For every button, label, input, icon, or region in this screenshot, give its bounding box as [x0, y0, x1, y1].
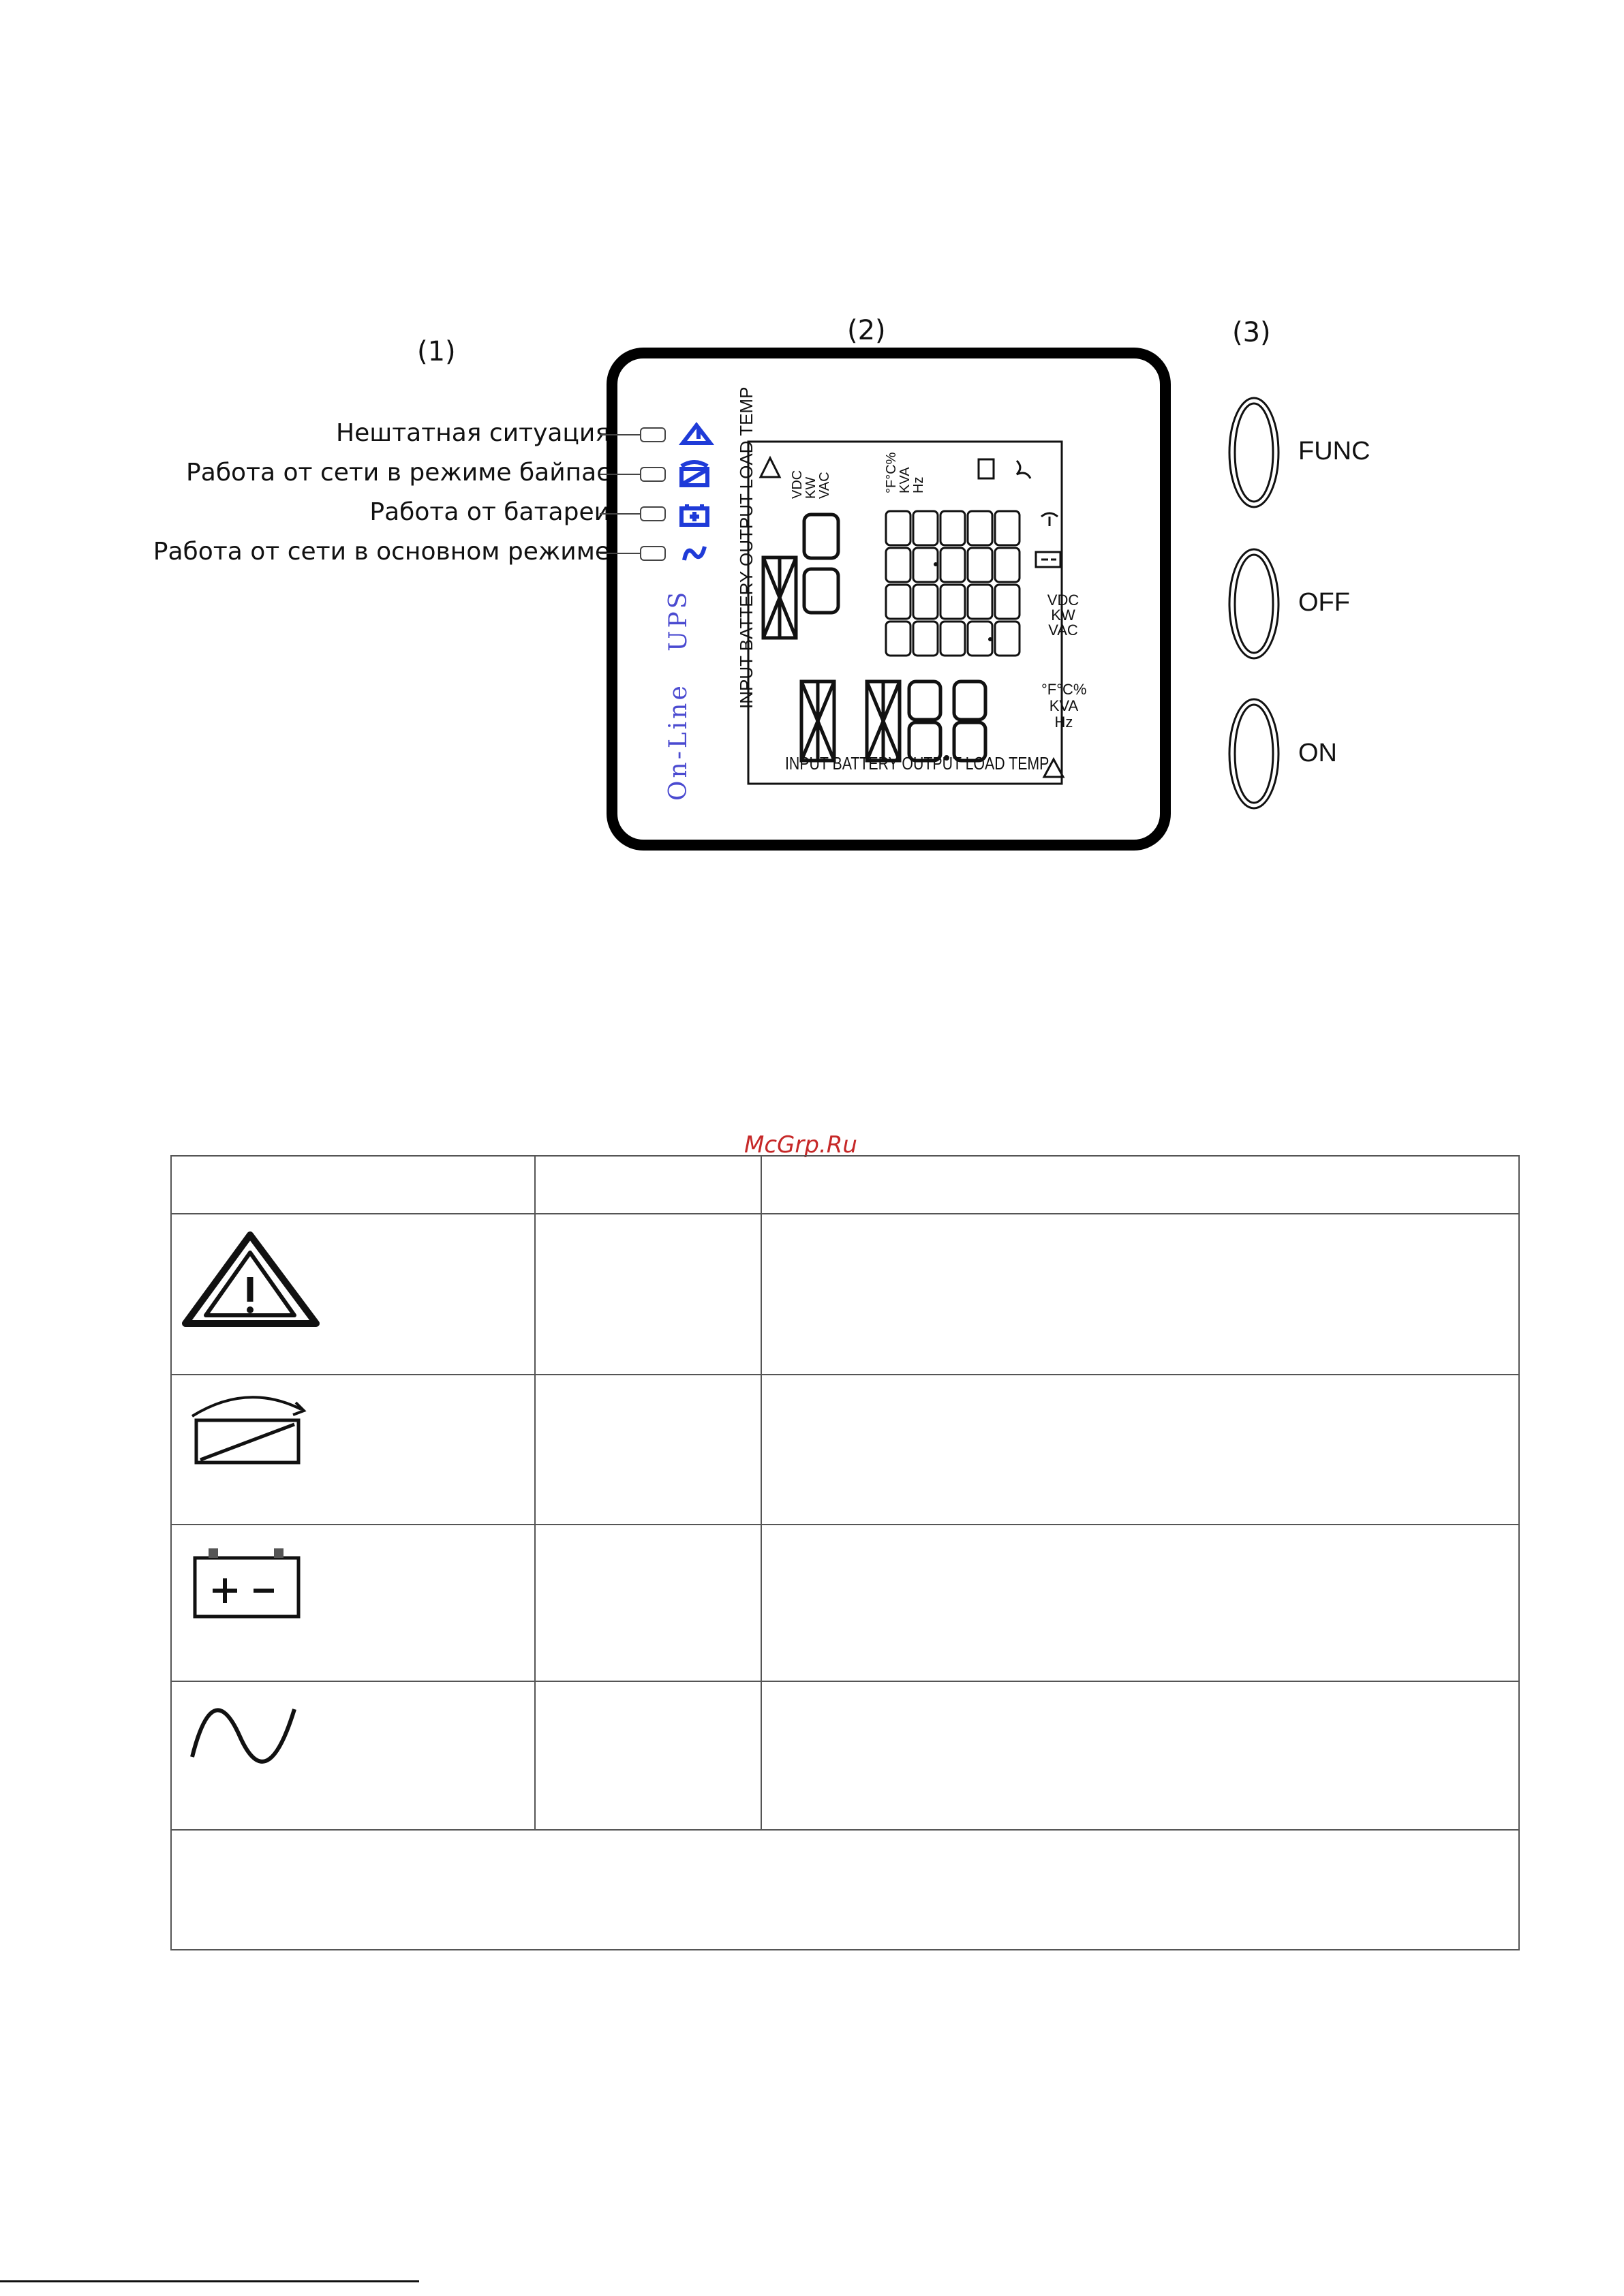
on-button-label[interactable]: ON [1298, 739, 1337, 767]
indicator-label-line: Работа от сети в основном режиме [153, 538, 610, 566]
buttons-drawing [1224, 388, 1285, 825]
table-row [171, 1681, 1519, 1830]
off-button-shape[interactable] [1229, 549, 1278, 658]
func-button-label[interactable]: FUNC [1298, 437, 1370, 465]
table-cell [535, 1375, 761, 1525]
table-footer-cell [171, 1830, 1519, 1950]
footnote-rule [0, 2280, 419, 2282]
table-cell [761, 1525, 1519, 1681]
header-cell [761, 1156, 1519, 1214]
lcd-right-units-2: °F°C% KVA Hz [1041, 681, 1087, 731]
table-cell [761, 1681, 1519, 1830]
sine-wave-icon [172, 1682, 328, 1784]
ac-line-icon [684, 547, 705, 560]
icon-cell [171, 1375, 535, 1525]
table-cell [535, 1681, 761, 1830]
icon-cell [171, 1525, 535, 1681]
lcd-left-vertical-labels: INPUT BATTERY OUTPUT LOAD TEMP [736, 386, 756, 709]
table-cell [761, 1375, 1519, 1525]
on-button-shape[interactable] [1229, 699, 1278, 808]
bypass-icon [681, 462, 707, 485]
section-label-3: (3) [1232, 317, 1271, 348]
table-row [171, 1375, 1519, 1525]
header-cell [535, 1156, 761, 1214]
panel-side-text: On-Line UPS [664, 589, 692, 801]
battery-icon [172, 1525, 328, 1627]
table-footer-row [171, 1830, 1519, 1950]
table-header-row [171, 1156, 1519, 1214]
icon-cell [171, 1214, 535, 1375]
table-row [171, 1525, 1519, 1681]
section-label-1: (1) [417, 336, 456, 367]
watermark: McGrp.Ru [744, 1131, 857, 1159]
indicator-legend-table [170, 1155, 1520, 1950]
section-label-2: (2) [847, 315, 886, 346]
indicator-label-battery: Работа от батареи [369, 498, 610, 526]
warning-triangle-icon [172, 1214, 328, 1330]
indicator-label-bypass: Работа от сети в режиме байпас [186, 459, 610, 487]
table-cell [535, 1525, 761, 1681]
table-cell [535, 1214, 761, 1375]
header-cell [171, 1156, 535, 1214]
bypass-icon [172, 1375, 328, 1478]
battery-icon [681, 504, 707, 525]
lcd-top-units-1: VDC KW VAC [790, 470, 832, 499]
lcd-right-units-1: VDC KW VAC [1047, 592, 1079, 639]
func-button-shape[interactable] [1229, 398, 1278, 507]
lcd-bottom-labels: INPUT BATTERY OUTPUT LOAD TEMP [785, 753, 1050, 774]
off-button-label[interactable]: OFF [1298, 588, 1350, 617]
table-row [171, 1214, 1519, 1375]
indicator-label-fault: Нештатная ситуация [336, 419, 610, 447]
warning-triangle-icon [683, 425, 710, 443]
lcd-top-units-2: °F°C% KVA Hz [884, 452, 926, 493]
icon-cell [171, 1681, 535, 1830]
table-cell [761, 1214, 1519, 1375]
